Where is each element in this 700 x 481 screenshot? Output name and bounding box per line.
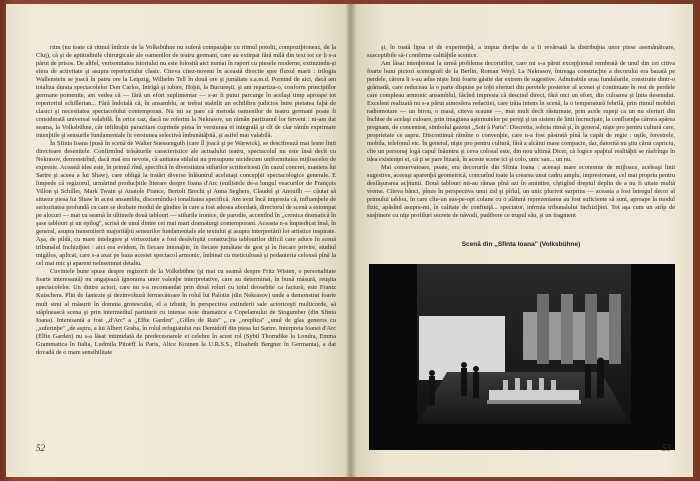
left-page-text [36,44,336,357]
stage-photo [369,264,675,450]
page-number: 53 [662,443,671,453]
stage-scene-illustration [369,264,675,450]
paragraph: ritm (nu toate cã ritmul întîrzie de la Volksbühne nu suferã comparaþie cu ritmul potolit, compoziþioneaz, de la Cluj), cã şi de aptitudinile chirurgicale ale oamenilor de teatru germani, care au extirpat fãrã milã din text tot ce li s-a pãrut de prisos. De altfel, verisonitatea istoriului nu este folositã aici numai în raport cu piesele moderne, extinzindu-şi sfera de activitate şi asupra repertoriului clasic. Citeva citez-noveni în aceastã directie spre fluxul marii : trilogia Wallenstein se joacã în patru ore la Leipzig, Wilhelm Tell în douã ore şi jumãtate s.a.m.d. Pornind de aici, dacã am totaliza durata spectacolelor Don Carlos, Intrigã şi iubire, Hoþii, la Bucureşti, şi am repartiza-o, conform principiilor germane pomenite, am vedea cã — fãrã un efort suplimentar — s-ar fi putut parcurge în acelaşi timp aproape tot repertoriul schillerian... Fãrã îndoialã cã, în ansamblu, ar trebui stabilit un echilibru judicios între pietatea faþã de clasici şi necesitatea spectacolului contemporan. Nu mi se pare cã metoda oamenilor de teatru germani poate fi considerată universal valabilã. În orice caz, dacã ne referim la Nekrasov, un rãmân partizanul lor fervent : ni-am dat seama, la Volksbühne, cãr infiltraþii parazitare cuprinde piesa în versiunea ei integralã şi cît de clar rãmîn exprimate intenþiile şi sensurile fundamentale în versiunea selectivã îmbunãtãþitã, şi astfel mai valabilã. [36,44,336,140]
paragraph: În Sfinta Ioana (pusã în scenã de Walter Suessenguth (care îl joacã şi pe Warwick), se descifreazã mai lesne linii directoare desenitele. Confirmînd trãsãturile caracteristice ale actualului teatru, spectacolul nu este însã decît cu Nekrasov, demonstrînd, dacã mai era nevoie, cã unitatea stilului nu presupune nicidecum uniformitatea mijloacelor de expresie. Aceastã idee este, în primul rînd, specificã în diversitatea stilurilor scriitoricesti (în cazul concret, maniera lui Sartre şi aceea a lui Shaw), care obligã la tratări diverse înlãuntrul aceluiaşi concepþii spectacologice generale. E limpede cã regizorul, urmãrind producþiile literare despre Ioana d'Arc (enilistele de-a lungul veacurilor de François Villon şi Schiller, Mark Twain şi Anatole France, Bertolt Brecht şi Anna Seghers, Claudel şi Anouilh — cãutat sã situeze piesa lui Shaw în acest ansamblu, discernîndu-i tonalitatea specificã. Am avut încã impresia cã, influenþele de seriozitatea profundã cu care se dezbate modul de gîndire în care a fost adesea abordatã, directorul de scenã a estompat pe alocuri — mai cu seamã în ultimele douã tablouri — stilurile ironice, de parodie, accentînd în ,,cronica dramaticã în şase tablouri şi un epilog'', scrisã de unul dintre cei mai mari dramaturgi contemporani. Aceasta n-a împiedicat însã, în general, asupra transmiterii majoritãþii sensurilor fundamentale ale textului şi asupra interpretãrii lor artistice inspirate. Aşa, de pildã, cu mare intelegere şi virtuozitate a fost desãvîrşitã construcþia tablourilor dificil care aduce în scenã tribunalul Inchiziþiei : aici era evident, în fiecare intonaþie, în fiecare jumãtate de gest şi în fiecare privire, studiul migãlos, aplicat, care s-a axat pe baza acestei spectacol armonic, îmbinat cu meticuloasã şi pedanteria celoxsã pînã la cel mai mic şi aparent neînsemnat detaliu. [36,140,336,268]
paragraph: Mai conservatoare, poate, era decorurile din Sfinta Ioana : aceeaşi mare economie de mijloace, aceleaşi linii sugestive, aceeaşi aparenþã geometricã, concurînd toate la crearea unui cadru amplu, impresionant, cel mai propriu pentru desfãşurarea acþiunii. Douã tablouri mi-au rãmas pînã azi în amintire, cîştigînd dreptul deplin de a nu fi uitate multã vreme. Citeva bãnci, pînze în perspectiva unui zid şi pîrîul, un unic plurivit surprins — aceasta a fost întregul decor al primului tablou, în care cîte-un sus-pe-opt colane cu o alãturã reprezentarea au fost suficiente sã sunt, aproape la modul fizic, apãsînd asupra-mi, în calitate de confiniţă... spectator, infrmia tribunalului Inchiziþiei. Tot aşa cum un strîp de susþinere cu niţe profiluri secrete de nãvodi, pudibore ce trupul sãu, şi un fragment [367,164,675,220]
book-gutter [345,4,357,477]
right-page [351,4,693,477]
left-page [6,4,351,477]
paragraph: Am lãsat intenþionat la urmã problema decorurilor, care mi s-a pãrut excepþional rembratã de unul din cei citiva foarte buni pictori scenografi de la Berlin, Roman Weyl. La Nekrasov, întreaga construcþie a decorului era bazatã pe perdele, cãrora li s-au adus nişte linii foarte gãsite dar extrem de sugestive. Admirabile erau fundalurile, construite dintr-o grãmadã, care reduceau la o parte dispuse pe toþi sferturi din peretele posterior al scenei şi continuate în rest de perdele care compleau armonic ansamblul, fãcînd impresia cã descind direct, fãrã nici un efort, din culoarea şi linia desenului. Excelent realizatã nu s-a pãrut atmosfera redactiei, care trãia intens în scenã, la o temperaturã febrilã, prin ritmul mobilei radiomotare — un birou, o masã, citeva scaune —, mai mult decît rãsturnate, prin acele rupeţi ca un nu sferturi din închise de acelaşi culoare, prin imaginea aşternutelor pe pereţi şi un sistem de linii încruciţate, la confluenþa cãrora apãrea pregnant, de concentrat, simbolul gazetei ,,Soir à Paris''. Discretia, sobria ritmã şi, în general, nişte pro pentru culturã care, proprietate ce aspru. Discontinuã rãmîne o convenþie, care n-a fost pãstratã pînã la capãt de regie : uşile, ferestrele, mobila, telefonul etc. În general, nişte pro pentru culturã, fãrã a alcãtui mase compacte, dar, datoritã nu ştiu cãrui capriciu, cîte un personaj logã capul înãuntru şi ceva colosal este, din nou ultimã Dicer, cã logice spaþiul realitãþii se rãsfrînge în idea existenţei ei, cã ţi se pare bizarã, în aceste scene ici şi colo, unic sau... un nu. [367,60,675,164]
paragraph: Cuvintele bune spuse despre regizorii de la Volksbühne (şi mai cu seamã despre Fritz Wisten, o personalitate foarte interesantã) nu angajeazã ignorarea unor valenþe interpretative, care au determinat, în bunã mãsurã, reuşita spectacolelor. Un dintre actori, care nu s-a recomandat prin douã roluri cu totul deosebite ca facturã, este Frantz Kutschera. Plin de fantezie şi dezinvolturã fermecãtoare în rolul lui Palotin (din Nekrasov) unde a demonstrat foarte mult simt al mãsurii în domnia grotescului, el a izbutit, în perspectiva extinderii sale actoriceşti multicorde, sã stãpîneascã scena şi prin intermediul partiturii cu intense note dramatice a Copelamului de Stogumber (din Sfinta Ioana). Interesantã a fost ,,d'Arc'' a ,,Elfie Garden'' ,,Gilles de Rais'' ,, ca ,,oreplica'' ,,unul de glas generos cu ,,suferinþe'' ,,de aspru, a lui Albert Graba, în rolul refugiatului rus Demidoff din piesa lui Sartre. Interpreta Ioanei d'Arc (Elfie Garden) nu s-a lãsat intimidatã de predecesoarele ei celebre în acest rol (Sybil Thorndike la Londra, Emma Grammatica în Italia, Ludmila Pitoëff la Paris, Alice Kounen la U.R.S.S., Elisabeth Bergner în Germania), a dat dovadã de o mare sensibilitate [36,268,336,356]
paragraph: şi, în toatã lipsa ei de experienþã, a impus doriþa de a fi revãrsatã la distribuþia unor piese asemãnãtoare, susceptibile sã-i confirme calitãþile scenice. [367,44,675,60]
right-page-text [367,44,675,220]
page-number: 52 [36,443,45,453]
photo-caption: Scenã din ,,Sfinta Ioana'' (Volksbühne) [461,241,581,248]
